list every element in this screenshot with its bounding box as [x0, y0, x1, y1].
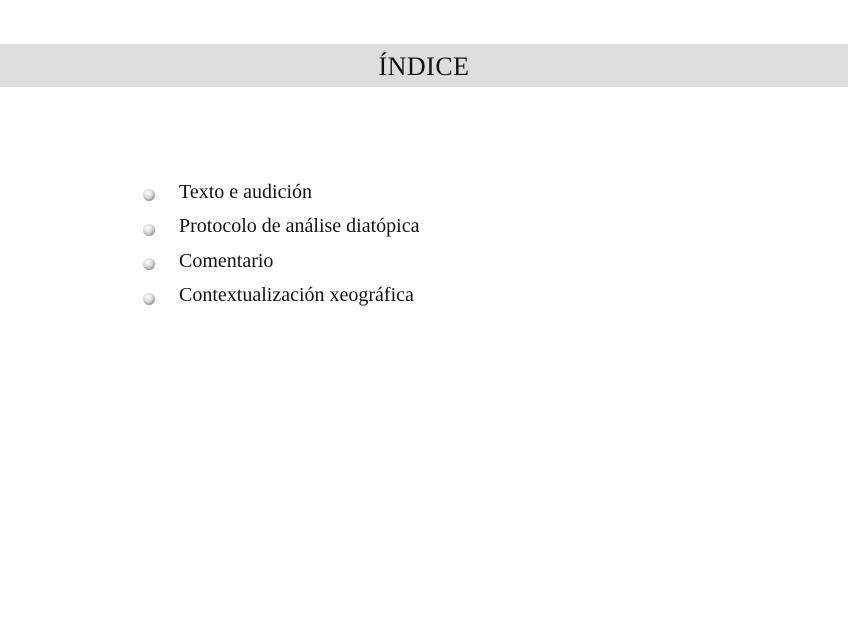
toc-list	[142, 175, 419, 313]
title-bar	[0, 44, 848, 87]
toc-item-label: Protocolo de análise diatópica	[179, 215, 420, 238]
slide-title: ÍNDICE	[378, 51, 470, 81]
sphere-bullet-icon	[142, 223, 156, 237]
toc-item[interactable]	[142, 175, 419, 210]
toc-item[interactable]	[142, 279, 419, 314]
toc-item-label: Comentario	[179, 249, 274, 272]
toc-item[interactable]	[142, 244, 419, 279]
toc-item[interactable]	[142, 210, 419, 245]
sphere-bullet-icon	[142, 257, 156, 271]
sphere-bullet-icon	[142, 292, 156, 306]
sphere-bullet-icon	[142, 188, 156, 202]
toc-item-label: Texto e audición	[179, 180, 312, 203]
toc-item-label: Contextualización xeográfica	[179, 284, 414, 307]
